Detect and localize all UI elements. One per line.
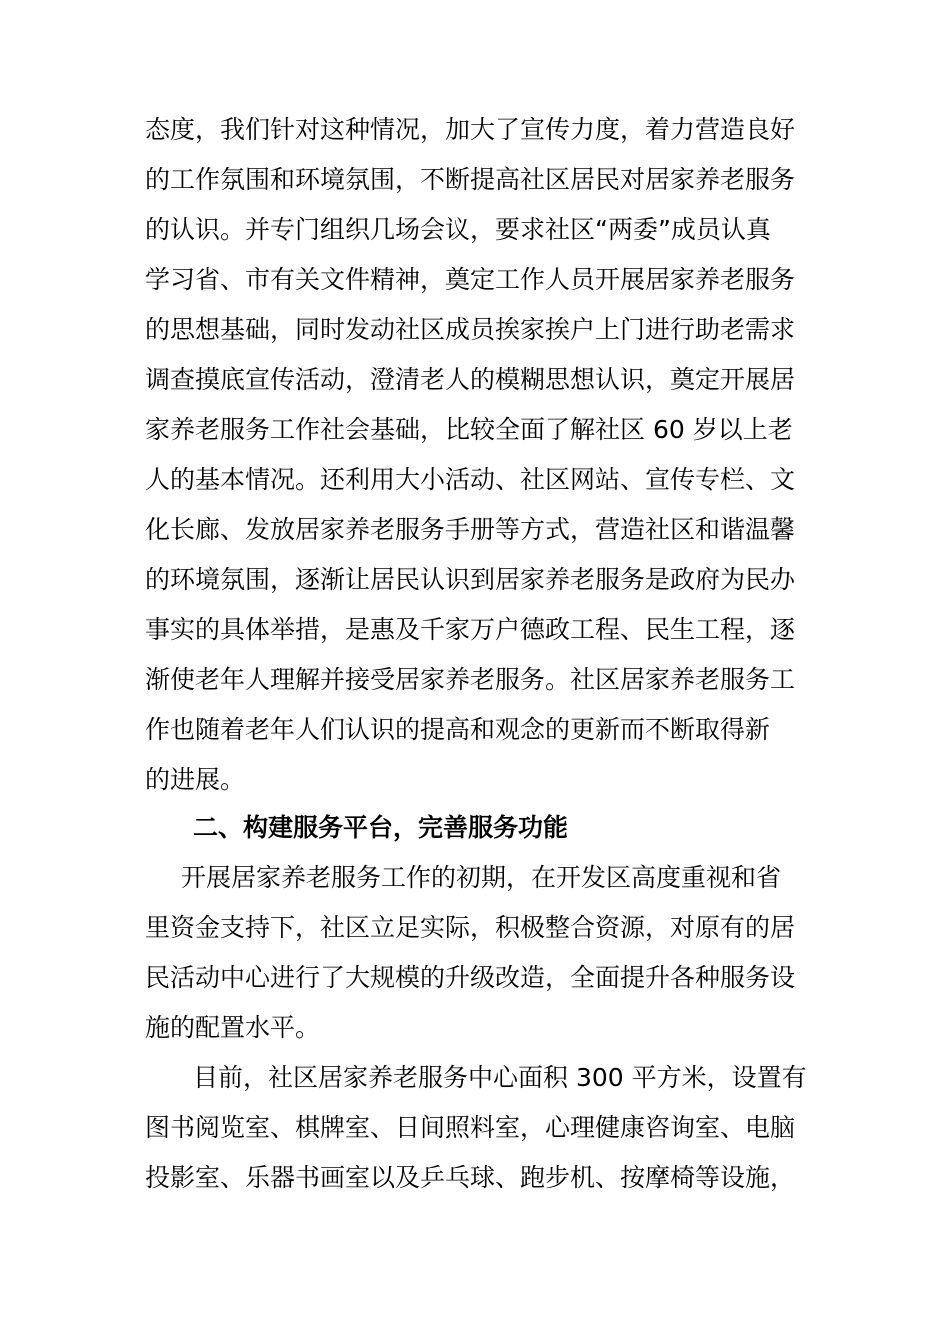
text-line: 态度，我们针对这种情况，加大了宣传力度，着力营造良好 bbox=[145, 115, 796, 144]
text-line: 的工作氛围和环境氛围，不断提高社区居民对居家养老服务 bbox=[145, 165, 796, 194]
text-line: 学习省、市有关文件精神，奠定工作人员开展居家养老服务 bbox=[145, 265, 796, 294]
text-line: 目前，社区居家养老服务中心面积 300 平方米，设置有 bbox=[193, 1063, 807, 1092]
text-line: 家养老服务工作社会基础，比较全面了解社区 60 岁以上老 bbox=[145, 415, 793, 444]
text-line: 事实的具体举措，是惠及千家万户德政工程、民生工程，逐 bbox=[145, 615, 796, 644]
text-line: 里资金支持下，社区立足实际，积极整合资源，对原有的居 bbox=[145, 913, 796, 942]
text-line: 的认识。并专门组织几场会议，要求社区“两委”成员认真 bbox=[145, 215, 771, 244]
text-line: 渐使老年人理解并接受居家养老服务。社区居家养老服务工 bbox=[145, 665, 796, 694]
text-line: 图书阅览室、棋牌室、日间照料室，心理健康咨询室、电脑 bbox=[145, 1113, 796, 1142]
text-line: 调查摸底宣传活动，澄清老人的模糊思想认识，奠定开展居 bbox=[145, 365, 796, 394]
text-line: 投影室、乐器书画室以及乒乓球、跑步机、按摩椅等设施， bbox=[145, 1163, 796, 1192]
section-heading: 二、构建服务平台，完善服务功能 bbox=[193, 813, 569, 842]
text-line: 民活动中心进行了大规模的升级改造，全面提升各种服务设 bbox=[145, 963, 796, 992]
text-line: 作也随着老年人们认识的提高和观念的更新而不断取得新 bbox=[145, 715, 771, 744]
text-line: 的环境氛围，逐渐让居民认识到居家养老服务是政府为民办 bbox=[145, 565, 796, 594]
text-line: 开展居家养老服务工作的初期，在开发区高度重视和省 bbox=[181, 863, 782, 892]
text-line: 化长廊、发放居家养老服务手册等方式，营造社区和谐温馨 bbox=[145, 515, 796, 544]
text-line: 施的配置水平。 bbox=[145, 1013, 321, 1042]
text-line: 的进展。 bbox=[145, 765, 246, 794]
text-line: 人的基本情况。还利用大小活动、社区网站、宣传专栏、文 bbox=[145, 465, 796, 494]
text-line: 的思想基础，同时发动社区成员挨家挨户上门进行助老需求 bbox=[145, 315, 796, 344]
